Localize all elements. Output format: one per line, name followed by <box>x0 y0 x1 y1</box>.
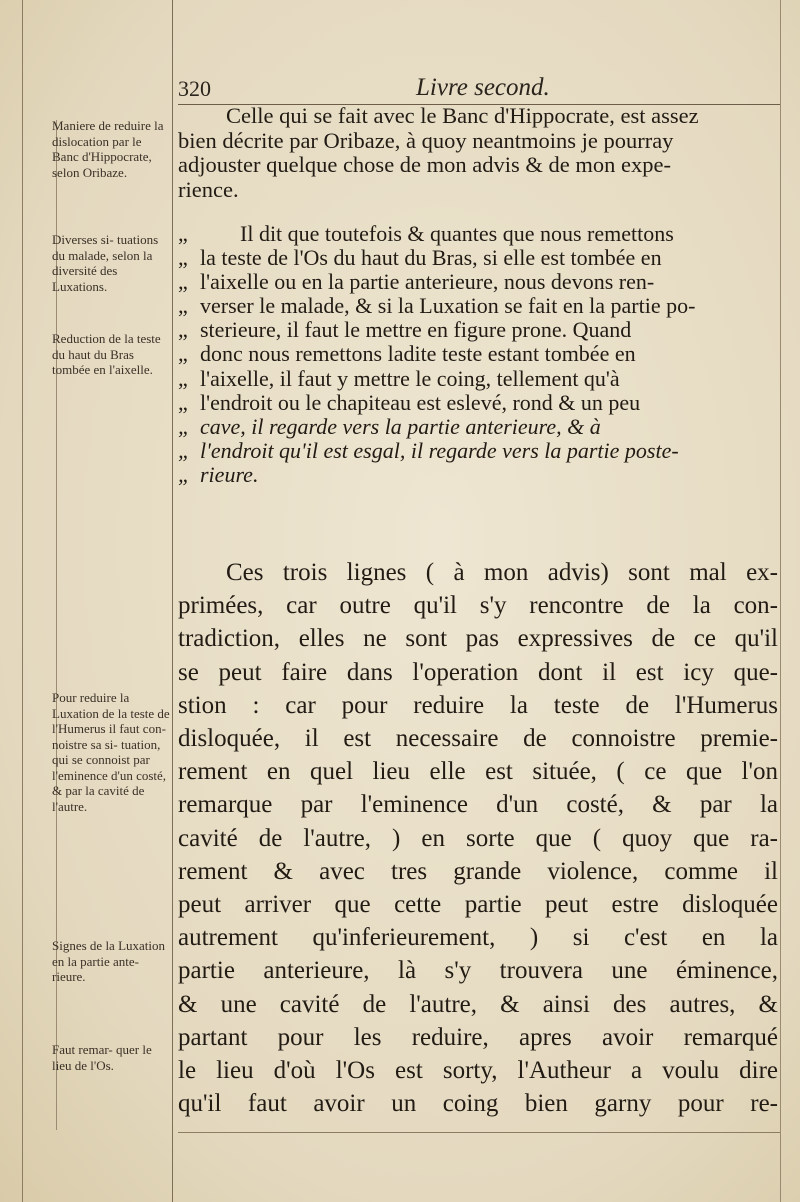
text-line: autrement qu'inferieurement, ) si c'est en la <box>178 924 778 952</box>
page-number: 320 <box>178 76 211 101</box>
quote-line: „ l'aixelle ou en la partie anterieure, nous devons ren- <box>178 270 655 295</box>
quoted-passage <box>178 222 778 487</box>
text-line: bien décrite par Oribaze, à quoy neantmoins je pourray <box>178 127 674 153</box>
text-block-left-rule <box>172 0 173 1202</box>
margin-note: Pour reduire la Luxation de la teste de l'Humerus il faut con- noistre sa si- tuation, qui se connoist par l'eminence d'un costé, & par la cavité de l'autre. <box>52 690 170 814</box>
text-line: & une cavité de l'autre, & ainsi des autres, & <box>178 990 778 1018</box>
text-line: disloquée, il est necessaire de connoistre premie- <box>178 725 778 753</box>
text-line: le lieu d'où l'Os est sorty, l'Autheur a voulu dire <box>178 1057 778 1085</box>
outer-margin-rule <box>22 0 23 1202</box>
text-line: Celle qui se fait avec le Banc d'Hippocrate, est assez <box>226 103 699 128</box>
text-line: se peut faire dans l'operation dont il est icy que- <box>178 658 778 686</box>
text-line: cavité de l'autre, ) en sorte que ( quoy que ra- <box>178 824 778 852</box>
margin-note: Faut remar- quer le lieu de l'Os. <box>52 1042 152 1073</box>
margin-note: Reduction de la teste du haut du Bras tombée en l'aixelle. <box>52 331 161 377</box>
text-line: adjouster quelque chose de mon advis & de mon expe- <box>178 152 671 177</box>
page-header <box>178 72 778 106</box>
text-line: rement en quel lieu elle est située, ( ce que l'on <box>178 758 778 786</box>
text-line: partant pour les reduire, apres avoir remarqué <box>178 1023 778 1051</box>
quote-line: „ Il dit que toutefois & quantes que nous remettons <box>178 222 674 246</box>
text-line: rement & avec tres grande violence, comme il <box>178 857 778 885</box>
quote-line: „ l'aixelle, il faut y mettre le coing, tellement qu'à <box>178 366 620 391</box>
text-block-right-rule <box>780 0 781 1202</box>
text-line: rience. <box>178 176 239 202</box>
quote-line: „ sterieure, il faut le mettre en figure prone. Quand <box>178 318 632 343</box>
quote-line: „ verser le malade, & si la Luxation se fait en la partie po- <box>178 294 696 319</box>
margin-note: Signes de la Luxation en la partie ante- rieure. <box>52 938 166 984</box>
margin-note: Maniere de reduire la dislocation par le Banc d'Hippocrate, selon Oribaze. <box>52 118 164 180</box>
quote-line: „ la teste de l'Os du haut du Bras, si elle est tombée en <box>178 246 662 271</box>
text-line: remarque par l'eminence d'un costé, & par la <box>178 791 778 819</box>
text-line: qu'il faut avoir un coing bien garny pour re- <box>178 1090 778 1118</box>
text-line: primées, car outre qu'il s'y rencontre de la con- <box>178 592 778 620</box>
text-line: stion : car pour reduire la teste de l'Humerus <box>178 691 778 719</box>
quote-line: „ l'endroit qu'il est esgal, il regarde vers la partie poste- <box>178 438 679 463</box>
margin-note: Diverses si- tuations du malade, selon la diversité des Luxations. <box>52 232 159 294</box>
quote-line: „ rieure. <box>178 462 259 487</box>
quote-line: „ l'endroit ou le chapiteau est eslevé, rond & un peu <box>178 390 641 415</box>
paragraph-intro <box>178 104 778 202</box>
text-line: partie anterieure, là s'y trouvera une éminence, <box>178 957 778 985</box>
text-line: tradiction, elles ne sont pas expressives de ce qu'il <box>178 625 778 653</box>
quote-line: „ donc nous remettons ladite teste estant tombée en <box>178 342 636 367</box>
running-head: Livre second. <box>416 74 550 101</box>
paragraph-commentary <box>178 556 778 1120</box>
quote-line: „ cave, il regarde vers la partie anterieure, & à <box>178 414 601 439</box>
text-line: peut arriver que cette partie peut estre disloquée <box>178 891 778 919</box>
text-line: Ces trois lignes ( à mon advis) sont mal ex- <box>226 559 778 586</box>
footer-rule <box>178 1132 780 1133</box>
